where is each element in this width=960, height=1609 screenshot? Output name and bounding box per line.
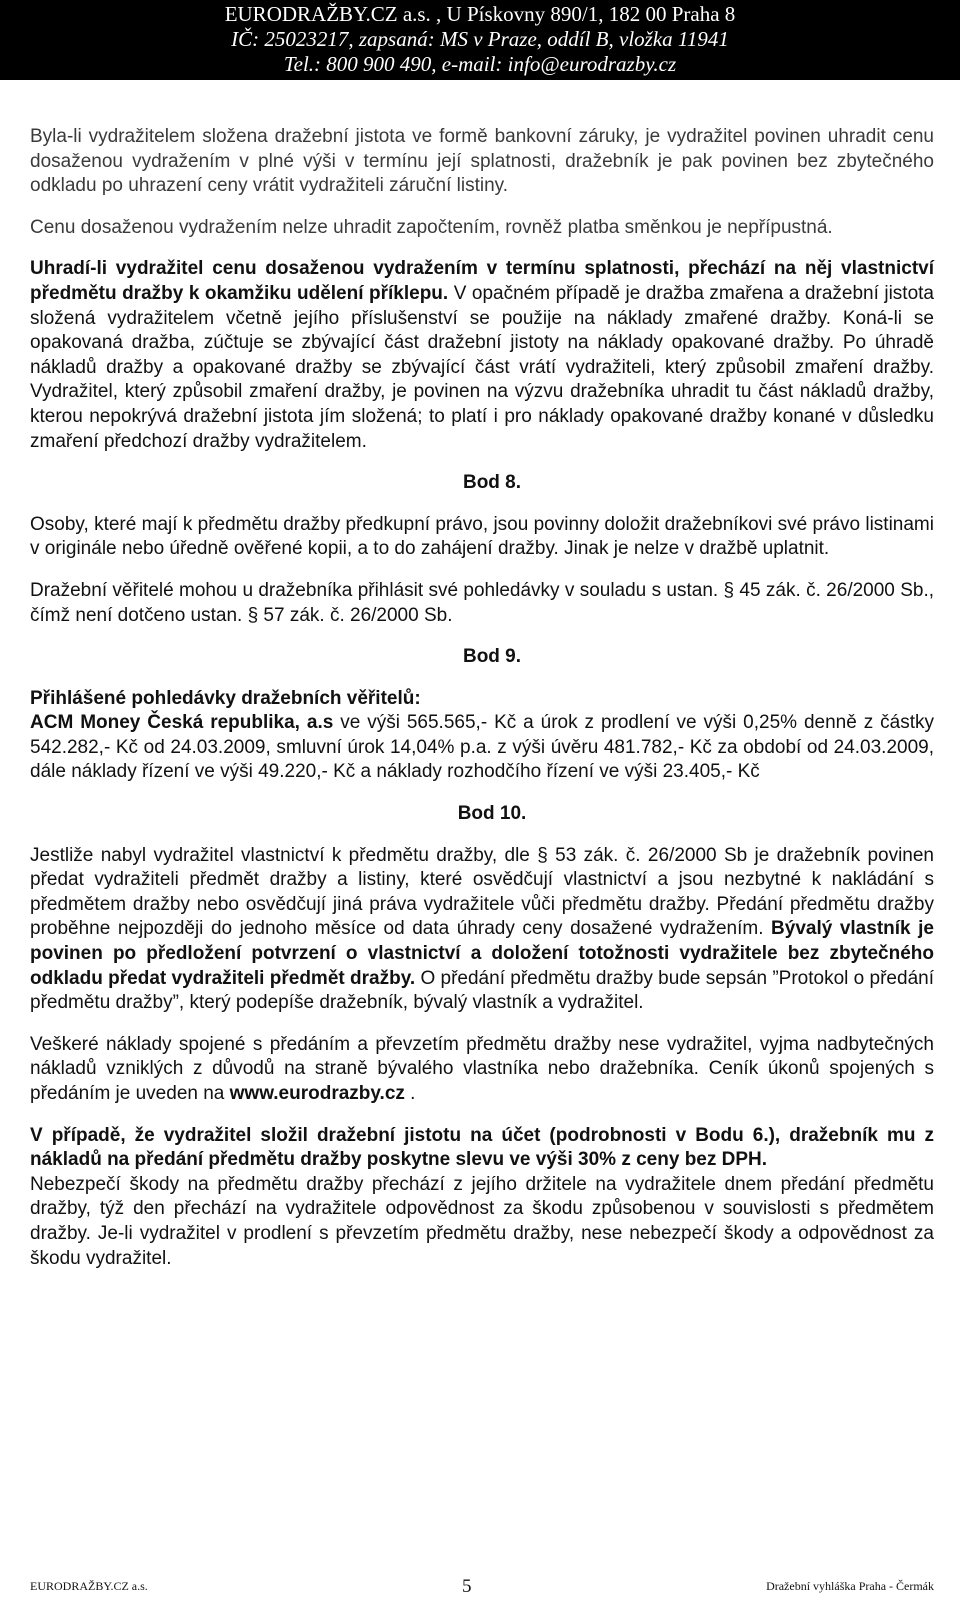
section-heading-9: Bod 9. — [462, 646, 522, 668]
page-footer — [30, 1576, 934, 1600]
handover-bold: Bývalý vlastník je povinen po předložení potvrzení o vlastnictví a doložení totožnosti vydražitele bez zbytečného odkladu předat vydražiteli předmět dražby. — [30, 918, 934, 989]
paragraph-discount: V případě, že vydražitel složil dražební jistotu na účet (podrobnosti v Bodu 6.), dražebník mu z nákladů na předání předmětu dražby poskytne slevu ve výši 30% z ceny bez DPH. — [30, 1124, 934, 1171]
letterhead-company-address: EURODRAŽBY.CZ a.s. , U Pískovny 890/1, 182 00 Praha 8 — [224, 2, 736, 26]
paragraph-damage-risk: Nebezpečí škody na předmětu dražby přechází z jejího držitele na vydražitele dnem předání předmětu dražby, týž den přechází na vydražitele odpovědnost za škodu způsobenou v souvislosti s předmětem dražby. Je-li vydražitel v prodlení s převzetím předmětu dražby, nese nebezpečí škody a odpovědnost za škodu vydražitel. — [30, 1173, 934, 1269]
claims-creditor-name: ACM Money Česká republika, a.s — [30, 712, 334, 734]
handover-costs-end: . — [404, 1083, 416, 1104]
footer-company: EURODRAŽBY.CZ a.s. — [30, 1579, 148, 1593]
letterhead-contact: Tel.: 800 900 490, e-mail: info@eurodrazby.cz — [283, 52, 677, 76]
paragraph-creditor-claims: Dražební věřitelé mohou u dražebníka přihlásit své pohledávky v souladu s ustan. § 45 zák. č. 26/2000 Sb., čímž není dotčeno ustan. § 57 zák. č. 26/2000 Sb. — [30, 579, 934, 626]
claims-detail-text: ve výši 565.565,- Kč a úrok z prodlení ve výši 0,25% denně z částky 542.282,- Kč od 24.03.2009, smluvní úrok 14,04% p.a. z výši úvěru 481.782,- Kč za období od 24.03.2009, dále náklady řízení ve výši 49.220,- Kč a náklady rozhodčího řízení ve výši 23.405,- Kč — [30, 712, 934, 783]
letterhead-registration: IČ: 25023217, zapsaná: MS v Praze, oddíl B, vložka 11941 — [231, 27, 729, 51]
handover-costs-text: Veškeré náklady spojené s předáním a převzetím předmětu dražby nese vydražitel, vyjma nadbytečných nákladů vzniklých z důvodů na straně bývalého vlastníka nebo dražebníka. Ceník úkonů spojených s předáním je uveden na — [30, 1033, 934, 1104]
document-body — [30, 125, 934, 1271]
paragraph-handover-costs — [30, 1033, 934, 1107]
paragraph-preemption-right: Osoby, které mají k předmětu dražby předkupní právo, jsou povinny doložit dražebníkovi své právo listinami v originále nebo úředně ověřené kopii, a to do zahájení dražby. Jinak je nelze v dražbě uplatnit. — [30, 513, 934, 560]
paragraph-handover — [30, 844, 934, 1016]
paragraph-ownership-transfer — [30, 257, 934, 454]
handover-end: O předání předmětu dražby bude sepsán ”Protokol o předání předmětu dražby”, který podepíše dražebník, bývalý vlastník a vydražitel. — [30, 967, 934, 1014]
ownership-transfer-rest: V opačném případě je dražba zmařena a dražební jistota složená vydražitelem včetně jejího příslušenství se použije na náklady zmařené dražby. Koná-li se opakovaná dražba, zúčtuje se zbývající část dražební jistoty na náklady opakované dražby. Po úhradě nákladů dražby a opakované dražby se zbývající část vrátí vydražiteli, který způsobil zmaření dražby. Vydražitel, který způsobil zmaření dražby, je povinen na výzvu dražebníka uhradit tu část nákladů dražby, kterou nepokrývá dražební jistota jím složená; to platí i pro náklady opakované dražby konané v důsledku zmaření předchozí dražby vydražitelem. — [30, 282, 935, 452]
section-heading-8: Bod 8. — [462, 472, 522, 494]
claims-title: Přihlášené pohledávky dražebních věřitelů: — [30, 687, 421, 709]
handover-start: Jestliže nabyl vydražitel vlastnictví k předmětu dražby, dle § 53 zák. č. 26/2000 Sb je dražebník povinen předat vydražiteli předmět dražby a listiny, které osvědčují vlastnictví a jsou nezbytné k nakládání s předmětem dražby nebo osvědčují jiná práva vydražitele vůči předmětu dražby. Předání předmětu dražby proběhne nejpozději do jednoho měsíce od data úhrady ceny dosažené vydražením. — [30, 844, 934, 940]
footer-document-title: Dražební vyhláška Praha - Čermák — [766, 1579, 934, 1593]
paragraph-claims-detail — [30, 711, 934, 785]
pricelist-link[interactable]: www.eurodrazby.cz — [229, 1083, 405, 1104]
ownership-transfer-bold: Uhradí-li vydražitel cenu dosaženou vydražením v termínu splatnosti, přechází na něj vlastnictví předmětu dražby k okamžiku udělení příklepu. — [30, 258, 934, 304]
page-number: 5 — [462, 1576, 472, 1597]
paragraph-payment-restriction: Cenu dosaženou vydražením nelze uhradit započtením, rovněž platba směnkou je nepřípustná. — [30, 216, 833, 238]
letterhead — [0, 0, 960, 80]
paragraph-bank-guarantee: Byla-li vydražitelem složena dražební jistota ve formě bankovní záruky, je vydražitel povinen uhradit cenu dosaženou vydražením v plné výši v termínu její splatnosti, dražebník je pak povinen bez zbytečného odkladu po uhrazení ceny vrátit vydražiteli záruční listiny. — [30, 126, 934, 197]
section-heading-10: Bod 10. — [457, 803, 527, 825]
